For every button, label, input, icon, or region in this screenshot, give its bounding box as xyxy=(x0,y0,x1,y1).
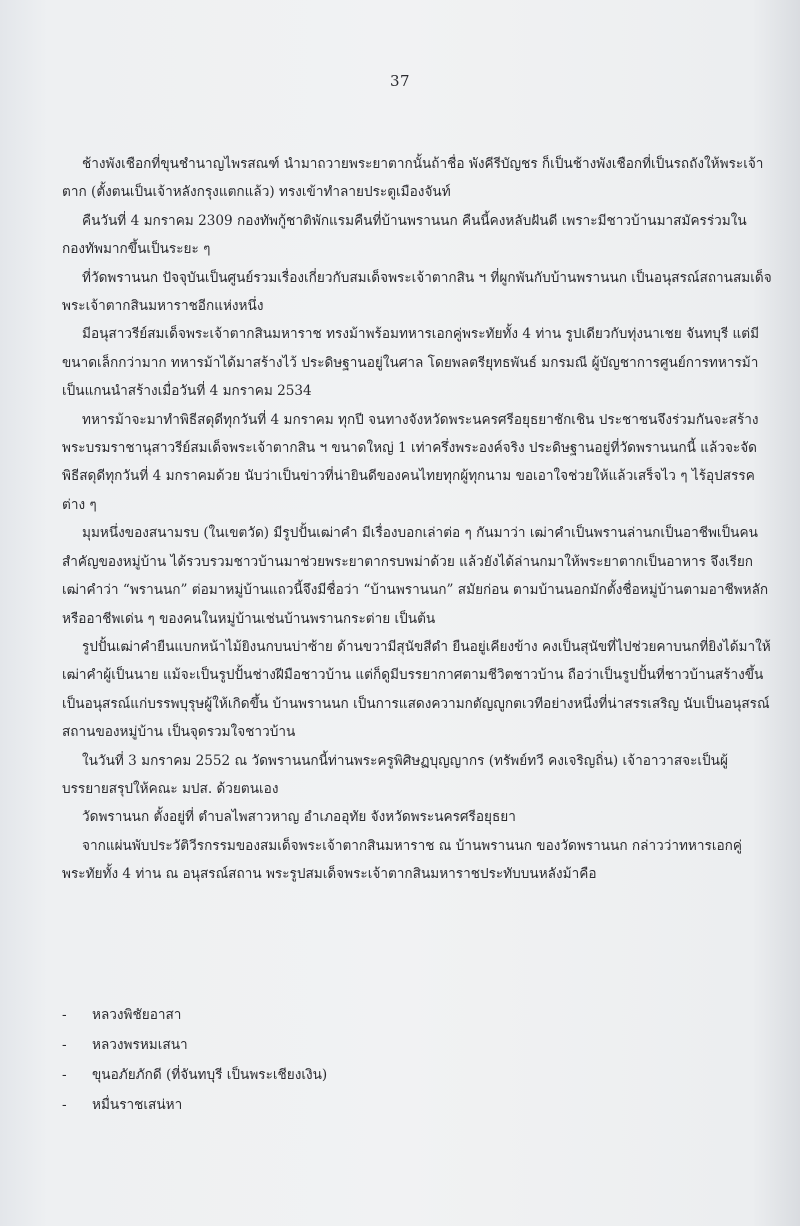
paragraph-location: วัดพรานนก ตั้งอยู่ที่ ตำบลไพสาวหาญ อำเภออุทัย จังหวัดพระนครศรีอยุธยา xyxy=(82,809,516,826)
list-dash: - xyxy=(62,1037,67,1053)
paragraph-ceremony: ทหารม้าจะมาทำพิธีสดุดีทุกวันที่ 4 มกราคม ทุกปี จนทางจังหวัดพระนครศรีอยุธยาชักเชิน ประชาชนจึงร่วมกันจะสร้างพระบรมราชานุสาวรีย์สมเด็จพระเจ้าตากสิน ฯ ขนาดใหญ่ 1 เท่าครึ่งพระองค์จริง ประดิษฐานอยู่ที่วัดพรานนกนี้ แล้วจะจัดพิธีสดุดีทุกวันที่ 4 มกราคมด้วย นับว่าเป็นข่าวที่น่ายินดีของคนไทยทุกผู้ทุกนาม ขอเอาใจช่วยให้แล้วเสร็จไว ๆ ไร้อุปสรรคต่าง ๆ xyxy=(62,411,759,513)
page-number: 37 xyxy=(389,72,411,90)
paragraph-wat-phrannok: ที่วัดพรานนก ปัจจุบันเป็นศูนย์รวมเรื่องเกี่ยวกับสมเด็จพระเจ้าตากสิน ฯ ที่ผูกพันกับบ้านพรานนก เป็นอนุสรณ์สถานสมเด็จพระเจ้าตากสินมหาราชอีกแห่งหนึ่ง xyxy=(62,269,772,315)
list-item xyxy=(62,1000,662,1030)
paragraph-monument: มีอนุสาวรีย์สมเด็จพระเจ้าตากสินมหาราช ทรงม้าพร้อมทหารเอกคู่พระทัยทั้ง 4 ท่าน รูปเดียวกับทุ่งนาเชย จันทบุรี แต่มีขนาดเล็กกว่ามาก ทหารม้าได้มาสร้างไว้ ประดิษฐานอยู่ในศาล โดยพลตรียุทธพันธ์ มกรมณี ผู้บัญชาการศูนย์การทหารม้า เป็นแกนนำสร้างเมื่อวันที่ 4 มกราคม 2534 xyxy=(62,326,760,400)
list-item xyxy=(62,1060,662,1090)
list-item-text: หลวงพรหมเสนา xyxy=(92,1037,188,1053)
list-item-text: หมื่นราชเสน่หา xyxy=(92,1097,183,1113)
body-text xyxy=(62,150,772,889)
list-item-text: ขุนอภัยภักดี (ที่จันทบุรี เป็นพระเชียงเงิน) xyxy=(92,1067,328,1083)
paragraph-visit: ในวันที่ 3 มกราคม 2552 ณ วัดพรานนกนี้ท่านพระครูพิศิษฏบุญญากร (ทรัพย์ทวี คงเจริญถิ่น) เจ้าอาวาสจะเป็นผู้บรรยายสรุปให้คณะ มปส. ด้วยตนเอง xyxy=(62,752,728,797)
paragraph-brochure: จากแผ่นพับประวัติวีรกรรมของสมเด็จพระเจ้าตากสินมหาราช ณ บ้านพรานนก ของวัดพรานนก กล่าวว่าทหารเอกคู่พระทัยทั้ง 4 ท่าน ณ อนุสรณ์สถาน พระรูปสมเด็จพระเจ้าตากสินมหาราชประทับบนหลังม้าคือ xyxy=(62,837,742,883)
list-dash: - xyxy=(62,1067,67,1083)
paragraph-statue: รูปปั้นเฒ่าคำยืนแบกหน้าไม้ยิงนกบนบ่าซ้าย ด้านขวามีสุนัขสีดำ ยืนอยู่เคียงข้าง คงเป็นสุนัขที่ไปช่วยคาบนกที่ยิงได้มาให้เฒ่าคำผู้เป็นนาย แม้จะเป็นรูปปั้นช่างฝีมือชาวบ้าน แต่ก็ดูมีบรรยากาศตามชีวิตชาวบ้าน ถือว่าเป็นรูปปั้นที่ชาวบ้านสร้างขึ้นเป็นอนุสรณ์แก่บรรพบุรุษผู้ให้เกิดขึ้น บ้านพรานนก เป็นการแสดงความกตัญญูกตเวทีอย่างหนึ่งที่น่าสรรเสริญ นับเป็นอนุสรณ์สถานของหมู่บ้าน เป็นจุดรวมใจชาวบ้าน xyxy=(62,638,771,741)
soldiers-list xyxy=(62,1000,662,1120)
paragraph-thao-kham: มุมหนึ่งของสนามรบ (ในเขตวัด) มีรูปปั้นเฒ่าคำ มีเรื่องบอกเล่าต่อ ๆ กันมาว่า เฒ่าคำเป็นพรานล่านกเป็นอาชีพเป็นคนสำคัญของหมู่บ้าน ได้รวบรวมชาวบ้านมาช่วยพระยาตากรบพม่าด้วย แล้วยังได้ล่านกมาให้พระยาตากเป็นอาหาร จึงเรียกเฒ่าคำว่า “พรานนก” ต่อมาหมู่บ้านแถวนี้จึงมีชื่อว่า “บ้านพรานนก” สมัยก่อน ตามบ้านนอกมักตั้งชื่อหมู่บ้านตามอาชีพหลัก หรืออาชีพเด่น ๆ ของคนในหมู่บ้านเช่นบ้านพรานกระต่าย เป็นต้น xyxy=(62,525,769,627)
list-dash: - xyxy=(62,1097,67,1113)
paragraph-night-camp: คืนวันที่ 4 มกราคม 2309 กองทัพกู้ชาติพักแรมคืนที่บ้านพรานนก คืนนี้คงหลับฝันดี เพราะมีชาวบ้านมาสมัครร่วมในกองทัพมากขึ้นเป็นระยะ ๆ xyxy=(62,212,747,258)
list-dash: - xyxy=(62,1007,67,1023)
paragraph-elephant: ช้างพังเชือกที่ขุนชำนาญไพรสณฑ์ นำมาถวายพระยาตากนั้นถ้าชื่อ พังคีรีบัญชร ก็เป็นช้างพังเชือกที่เป็นรถถังให้พระเจ้าตาก (ตั้งตนเป็นเจ้าหลังกรุงแตกแล้ว) ทรงเข้าทำลายประตูเมืองจันท์ xyxy=(62,156,764,201)
list-item xyxy=(62,1090,662,1120)
list-item-text: หลวงพิชัยอาสา xyxy=(92,1007,182,1023)
list-item xyxy=(62,1030,662,1060)
